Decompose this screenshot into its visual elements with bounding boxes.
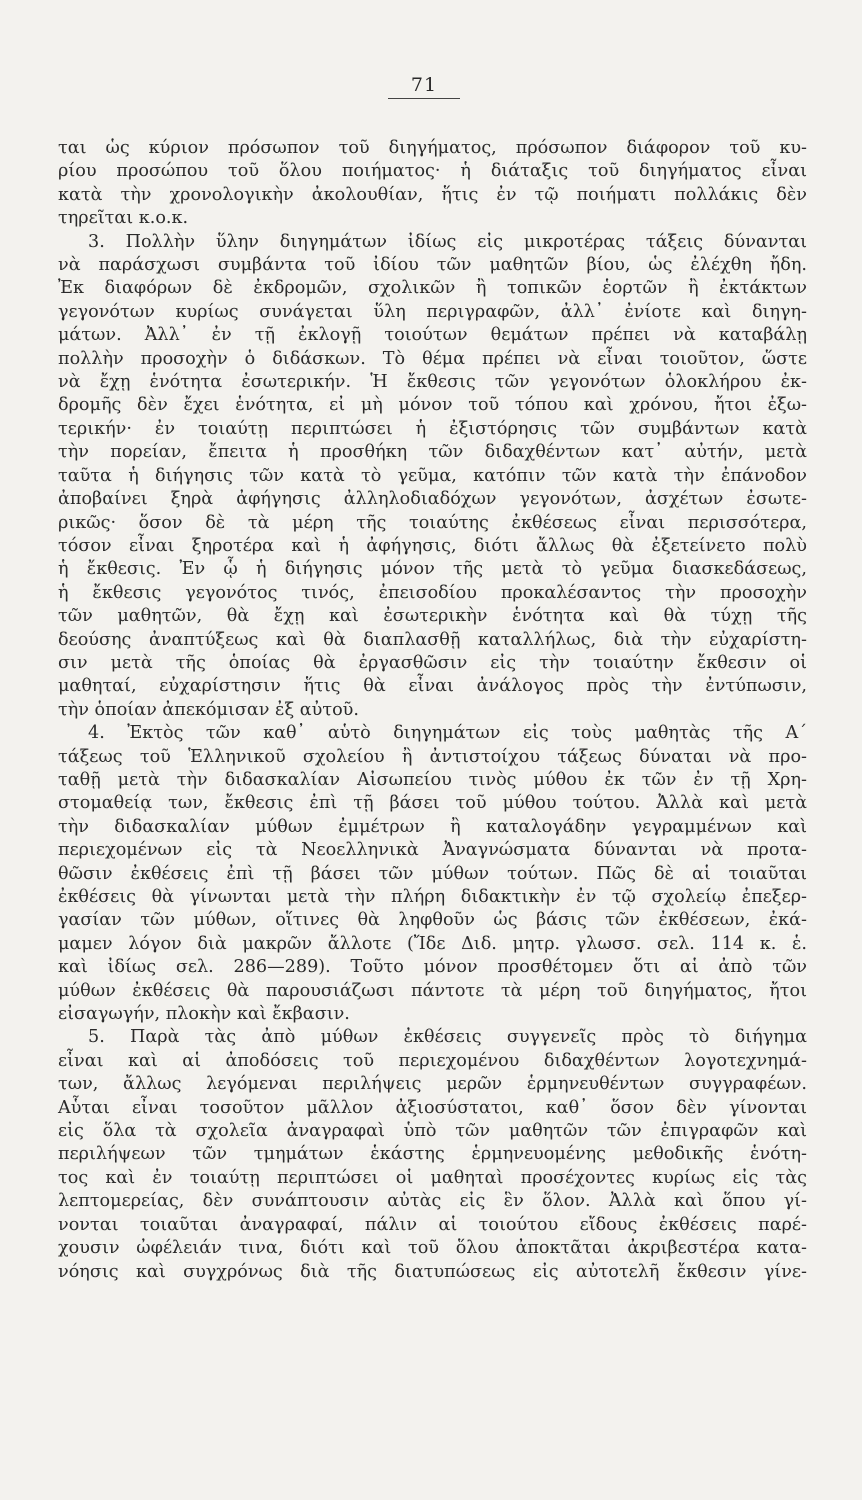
text-line: μάτων. Ἀλλ᾽ ἐν τῇ ἐκλογῇ τοιούτων θεμάτων πρέπει νὰ καταβάλῃ bbox=[58, 325, 807, 346]
text-line: ἡ ἔκθεσις. Ἐν ᾧ ἡ διήγησις μόνον τῆς μετὰ τὸ γεῦμα διασκεδάσεως, bbox=[58, 559, 807, 580]
page-number: 71 bbox=[388, 74, 460, 99]
text-line: λεπτομερείας, δὲν συνάπτουσιν αὐτὰς εἰς ἓν ὅλον. Ἀλλὰ καὶ ὅπου γί- bbox=[58, 1191, 807, 1212]
text-line: 4. Ἐκτὸς τῶν καθ᾽ αὑτὸ διηγημάτων εἰς τοὺς μαθητὰς τῆς Α´ bbox=[88, 723, 807, 744]
text-line: τόσον εἶναι ξηροτέρα καὶ ἡ ἀφήγησις, διότι ἄλλως θὰ ἐξετείνετο πολὺ bbox=[58, 535, 807, 556]
text-line: τος καὶ ἐν τοιαύτῃ περιπτώσει οἱ μαθηταὶ προσέχοντες κυρίως εἰς τὰς bbox=[58, 1167, 807, 1188]
text-line: τὴν πορείαν, ἔπειτα ἡ προσθήκη τῶν διδαχθέντων κατ᾽ αὐτήν, μετὰ bbox=[58, 442, 807, 463]
text-line: κατὰ τὴν χρονολογικὴν ἀκολουθίαν, ἥτις ἐν τῷ ποιήματι πολλάκις δὲν bbox=[58, 184, 807, 205]
text-line: ται ὡς κύριον πρόσωπον τοῦ διηγήματος, πρόσωπον διάφορον τοῦ κυ- bbox=[58, 138, 807, 158]
text-line: νονται τοιαῦται ἀναγραφαί, πάλιν αἱ τοιούτου εἴδους ἐκθέσεις παρέ- bbox=[58, 1214, 807, 1235]
text-line: εἰς ὅλα τὰ σχολεῖα ἀναγραφαὶ ὑπὸ τῶν μαθητῶν τῶν ἐπιγραφῶν καὶ bbox=[58, 1121, 807, 1142]
text-line: θῶσιν ἐκθέσεις ἐπὶ τῇ βάσει τῶν μύθων τούτων. Πῶς δὲ αἱ τοιαῦται bbox=[58, 863, 807, 884]
text-line: νὰ παράσχωσι συμβάντα τοῦ ἰδίου τῶν μαθητῶν βίου, ὡς ἐλέχθη ἤδη. bbox=[58, 255, 807, 276]
text-line: των, ἄλλως λεγόμεναι περιλήψεις μερῶν ἑρμηνευθέντων συγγραφέων. bbox=[58, 1074, 807, 1095]
text-line: εἶναι καὶ αἱ ἀποδόσεις τοῦ περιεχομένου διδαχθέντων λογοτεχνημά- bbox=[58, 1050, 807, 1071]
text-line: νόησις καὶ συγχρόνως διὰ τῆς διατυπώσεως εἰς αὐτοτελῆ ἔκθεσιν γίνε- bbox=[58, 1261, 807, 1282]
text-line: 3. Πολλὴν ὕλην διηγημάτων ἰδίως εἰς μικροτέρας τάξεις δύνανται bbox=[88, 231, 807, 252]
text-line: Ἐκ διαφόρων δὲ ἐκδρομῶν, σχολικῶν ἢ τοπικῶν ἑορτῶν ἢ ἐκτάκτων bbox=[58, 278, 807, 299]
text-line: ἐκθέσεις θὰ γίνωνται μετὰ τὴν πλήρη διδακτικὴν ἐν τῷ σχολείῳ ἐπεξερ- bbox=[58, 887, 807, 907]
text-line: περιλήψεων τῶν τμημάτων ἑκάστης ἑρμηνευομένης μεθοδικῆς ἑνότη- bbox=[58, 1144, 807, 1165]
text-line: περιεχομένων εἰς τὰ Νεοελληνικὰ Ἀναγνώσματα δύνανται νὰ προτα- bbox=[58, 840, 807, 861]
text-body bbox=[58, 137, 807, 1284]
text-line: σιν μετὰ τῆς ὁποίας θὰ ἐργασθῶσιν εἰς τὴν τοιαύτην ἔκθεσιν οἱ bbox=[58, 652, 807, 673]
text-line: τὴν ὁποίαν ἀπεκόμισαν ἐξ αὐτοῦ. bbox=[58, 699, 359, 720]
text-line: καὶ ἰδίως σελ. 286—289). Τοῦτο μόνον προσθέτομεν ὅτι αἱ ἀπὸ τῶν bbox=[58, 957, 807, 978]
text-line: μύθων ἐκθέσεις θὰ παρουσιάζωσι πάντοτε τὰ μέρη τοῦ διηγήματος, ἤτοι bbox=[58, 980, 807, 1001]
text-line: ἀποβαίνει ξηρὰ ἀφήγησις ἀλληλοδιαδόχων γεγονότων, ἀσχέτων ἐσωτε- bbox=[58, 489, 807, 510]
text-line: τερικήν· ἐν τοιαύτῃ περιπτώσει ἡ ἐξιστόρησις τῶν συμβάντων κατὰ bbox=[58, 418, 807, 439]
text-line: ταθῇ μετὰ τὴν διδασκαλίαν Αἰσωπείου τινὸς μύθου ἐκ τῶν ἐν τῇ Χρη- bbox=[58, 769, 807, 790]
text-line: ἡ ἔκθεσις γεγονότος τινός, ἐπεισοδίου προκαλέσαντος τὴν προσοχὴν bbox=[58, 582, 807, 603]
text-line: τηρεῖται κ.ο.κ. bbox=[58, 208, 189, 229]
text-line: τὴν διδασκαλίαν μύθων ἐμμέτρων ἢ καταλογάδην γεγραμμένων καὶ bbox=[58, 816, 807, 837]
text-line: γεγονότων κυρίως συνάγεται ὕλη περιγραφῶν, ἀλλ᾽ ἐνίοτε καὶ διηγη- bbox=[58, 301, 807, 322]
text-line: δεούσης ἀναπτύξεως καὶ θὰ διαπλασθῇ καταλλήλως, διὰ τὴν εὐχαρίστη- bbox=[58, 629, 807, 650]
text-line: νὰ ἔχῃ ἑνότητα ἐσωτερικήν. Ἡ ἔκθεσις τῶν γεγονότων ὁλοκλήρου ἐκ- bbox=[58, 372, 807, 393]
text-line: τῶν μαθητῶν, θὰ ἔχῃ καὶ ἐσωτερικὴν ἑνότητα καὶ θὰ τύχῃ τῆς bbox=[58, 606, 807, 627]
text-line: ρικῶς· ὅσον δὲ τὰ μέρη τῆς τοιαύτης ἐκθέσεως εἶναι περισσότερα, bbox=[58, 512, 807, 533]
text-line: ρίου προσώπου τοῦ ὅλου ποιήματος· ἡ διάταξις τοῦ διηγήματος εἶναι bbox=[58, 161, 807, 182]
text-line: στομαθείᾳ των, ἔκθεσις ἐπὶ τῇ βάσει τοῦ μύθου τούτου. Ἀλλὰ καὶ μετὰ bbox=[58, 793, 807, 814]
text-line: Αὗται εἶναι τοσοῦτον μᾶλλον ἀξιοσύστατοι, καθ᾽ ὅσον δὲν γίνονται bbox=[58, 1097, 807, 1118]
text-line: τάξεως τοῦ Ἑλληνικοῦ σχολείου ἢ ἀντιστοίχου τάξεως δύναται νὰ προ- bbox=[58, 746, 807, 767]
text-line: ταῦτα ἡ διήγησις τῶν κατὰ τὸ γεῦμα, κατόπιν τῶν κατὰ τὴν ἐπάνοδον bbox=[58, 465, 807, 486]
text-line: πολλὴν προσοχὴν ὁ διδάσκων. Τὸ θέμα πρέπει νὰ εἶναι τοιοῦτον, ὥστε bbox=[58, 348, 807, 369]
text-line: χουσιν ὠφέλειάν τινα, διότι καὶ τοῦ ὅλου ἀποκτᾶται ἀκριβεστέρα κατα- bbox=[58, 1238, 807, 1259]
text-line: μαθηταί, εὐχαρίστησιν ἥτις θὰ εἶναι ἀνάλογος πρὸς τὴν ἐντύπωσιν, bbox=[58, 676, 807, 697]
text-line: δρομῆς δὲν ἔχει ἑνότητα, εἰ μὴ μόνον τοῦ τόπου καὶ χρόνου, ἤτοι ἐξω- bbox=[58, 395, 807, 416]
text-line: γασίαν τῶν μύθων, οἵτινες θὰ ληφθοῦν ὡς βάσις τῶν ἐκθέσεων, ἐκά- bbox=[58, 910, 807, 931]
text-line: 5. Παρὰ τὰς ἀπὸ μύθων ἐκθέσεις συγγενεῖς πρὸς τὸ διήγημα bbox=[88, 1027, 807, 1048]
text-line: εἰσαγωγήν, πλοκὴν καὶ ἔκβασιν. bbox=[58, 1004, 350, 1025]
text-line: μαμεν λόγον διὰ μακρῶν ἄλλοτε (Ἴδε Διδ. μητρ. γλωσσ. σελ. 114 κ. ἑ. bbox=[58, 933, 807, 954]
